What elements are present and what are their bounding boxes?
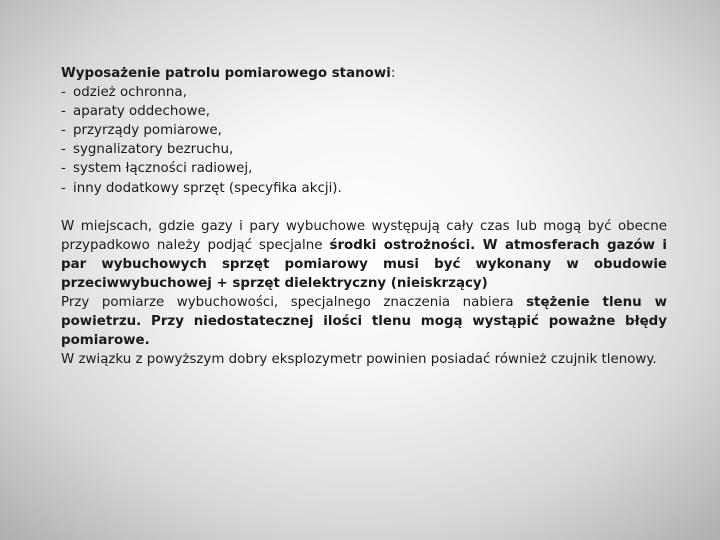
paragraph-explosive-atmospheres (61, 217, 667, 293)
list-item-text: przyrządy pomiarowe, (73, 123, 222, 139)
paragraph-2-normal: Przy pomiarze wybuchowości, specjalnego znaczenia nabiera (61, 295, 527, 311)
paragraph-explosimeter: W związku z powyższym dobry eksplozymetr powinien posiadać również czujnik tlenowy. (61, 352, 657, 368)
list-item (61, 179, 667, 198)
list-dash: - (61, 85, 66, 101)
list-item (61, 140, 667, 159)
list-item (61, 121, 667, 140)
body-text (61, 217, 667, 370)
slide-content (61, 64, 667, 369)
equipment-heading-colon: : (390, 66, 396, 81)
equipment-heading-text: Wyposażenie patrolu pomiarowego stanowi (61, 66, 391, 81)
list-item-text: inny dodatkowy sprzęt (specyfika akcji). (73, 180, 342, 196)
list-item (61, 159, 667, 178)
list-dash: - (61, 123, 66, 139)
list-dash: - (61, 104, 66, 120)
list-dash: - (61, 142, 66, 158)
list-dash: - (61, 180, 66, 196)
equipment-heading (61, 64, 667, 83)
equipment-list (61, 83, 667, 198)
list-item (61, 102, 667, 121)
list-item-text: system łączności radiowej, (73, 161, 253, 177)
paragraph-2-bold: stężenie tlenu w powietrzu. Przy niedostatecznej ilości tlenu mogą wystąpić poważne błędy pomiarowe. (61, 295, 667, 349)
paragraph-1-bold: środki ostrożności. W atmosferach gazów i par wybuchowych sprzęt pomiarowy musi być wykonany w obudowie przeciwwybuchowej + sprzęt dielektryczny (nieiskrzący) (61, 237, 667, 291)
list-item-text: odzież ochronna, (73, 85, 187, 101)
list-item-text: aparaty oddechowe, (73, 104, 210, 120)
paragraph-1-normal: W miejscach, gdzie gazy i pary wybuchowe występują cały czas lub mogą być obecne przypadkowo należy podjąć specjalne (61, 218, 667, 253)
list-dash: - (61, 161, 66, 177)
list-item (61, 83, 667, 102)
paragraph-oxygen (61, 293, 667, 350)
list-item-text: sygnalizatory bezruchu, (73, 142, 234, 158)
